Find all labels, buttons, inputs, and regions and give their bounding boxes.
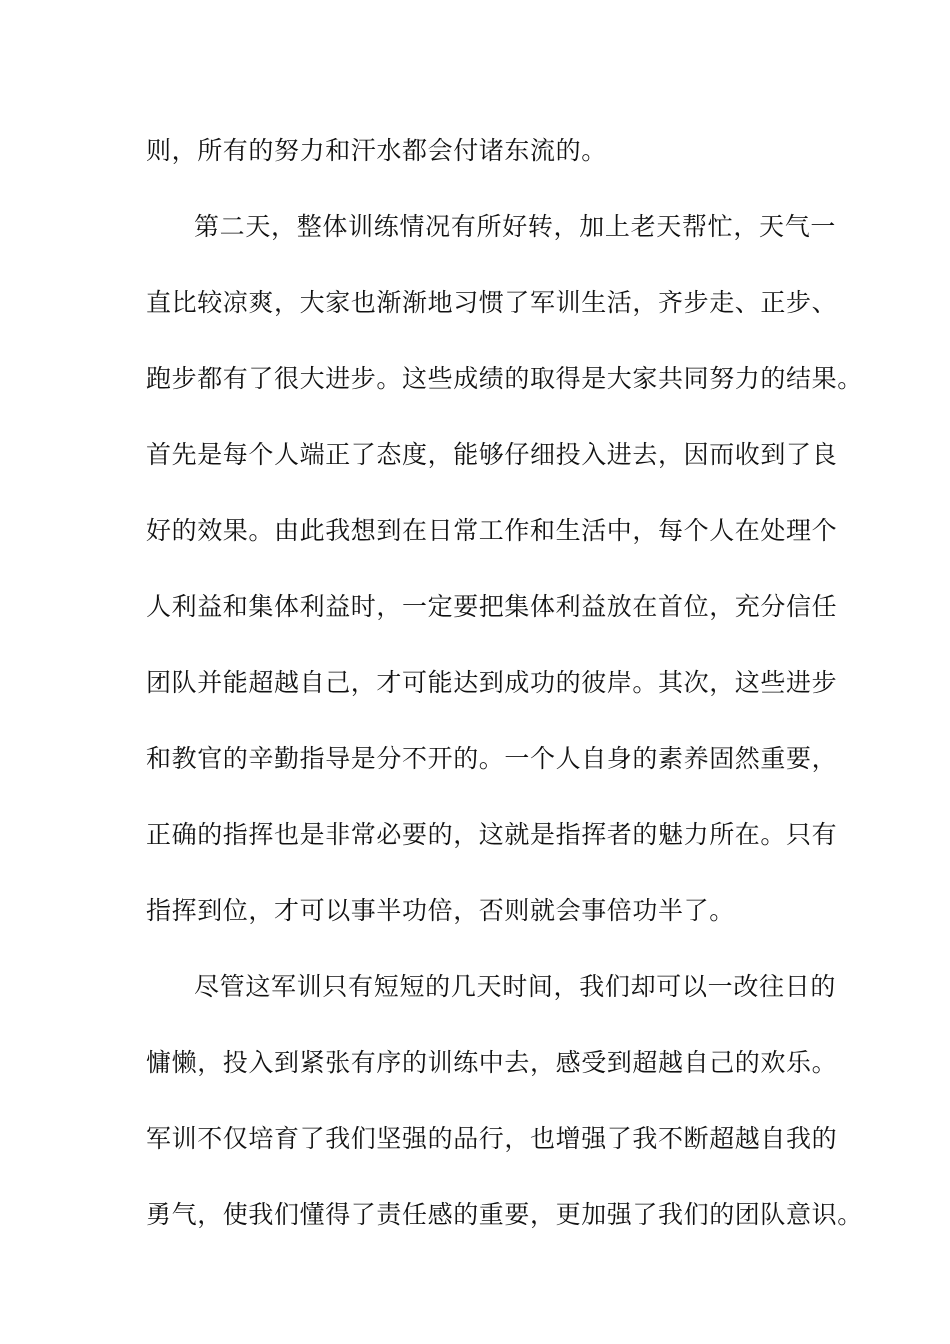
text-line: 人利益和集体利益时，一定要把集体利益放在首位，充分信任 [146,592,838,621]
text-line: 正确的指挥也是非常必要的，这就是指挥者的魅力所在。只有 [146,820,838,849]
text-line: 直比较凉爽，大家也渐渐地习惯了军训生活，齐步走、正步、 [146,288,838,317]
text-line: 跑步都有了很大进步。这些成绩的取得是大家共同努力的结果。 [146,364,863,393]
paragraph-first-line: 第二天，整体训练情况有所好转，加上老天帮忙，天气一 [194,212,836,241]
text-line: 则，所有的努力和汗水都会付诸东流的。 [146,136,607,165]
text-line: 和教官的辛勤指导是分不开的。一个人自身的素养固然重要， [146,744,838,773]
text-line: 军训不仅培育了我们坚强的品行，也增强了我不断超越自我的 [146,1124,838,1153]
paragraph-first-line: 尽管这军训只有短短的几天时间，我们却可以一改往日的 [194,972,836,1001]
text-line: 团队并能超越自己，才可能达到成功的彼岸。其次，这些进步 [146,668,838,697]
text-line: 慵懒，投入到紧张有序的训练中去，感受到超越自己的欢乐。 [146,1048,838,1077]
text-line: 好的效果。由此我想到在日常工作和生活中，每个人在处理个 [146,516,838,545]
text-line: 首先是每个人端正了态度，能够仔细投入进去，因而收到了良 [146,440,838,469]
text-line: 指挥到位，才可以事半功倍，否则就会事倍功半了。 [146,896,735,925]
text-line: 勇气，使我们懂得了责任感的重要，更加强了我们的团队意识。 [146,1200,863,1229]
